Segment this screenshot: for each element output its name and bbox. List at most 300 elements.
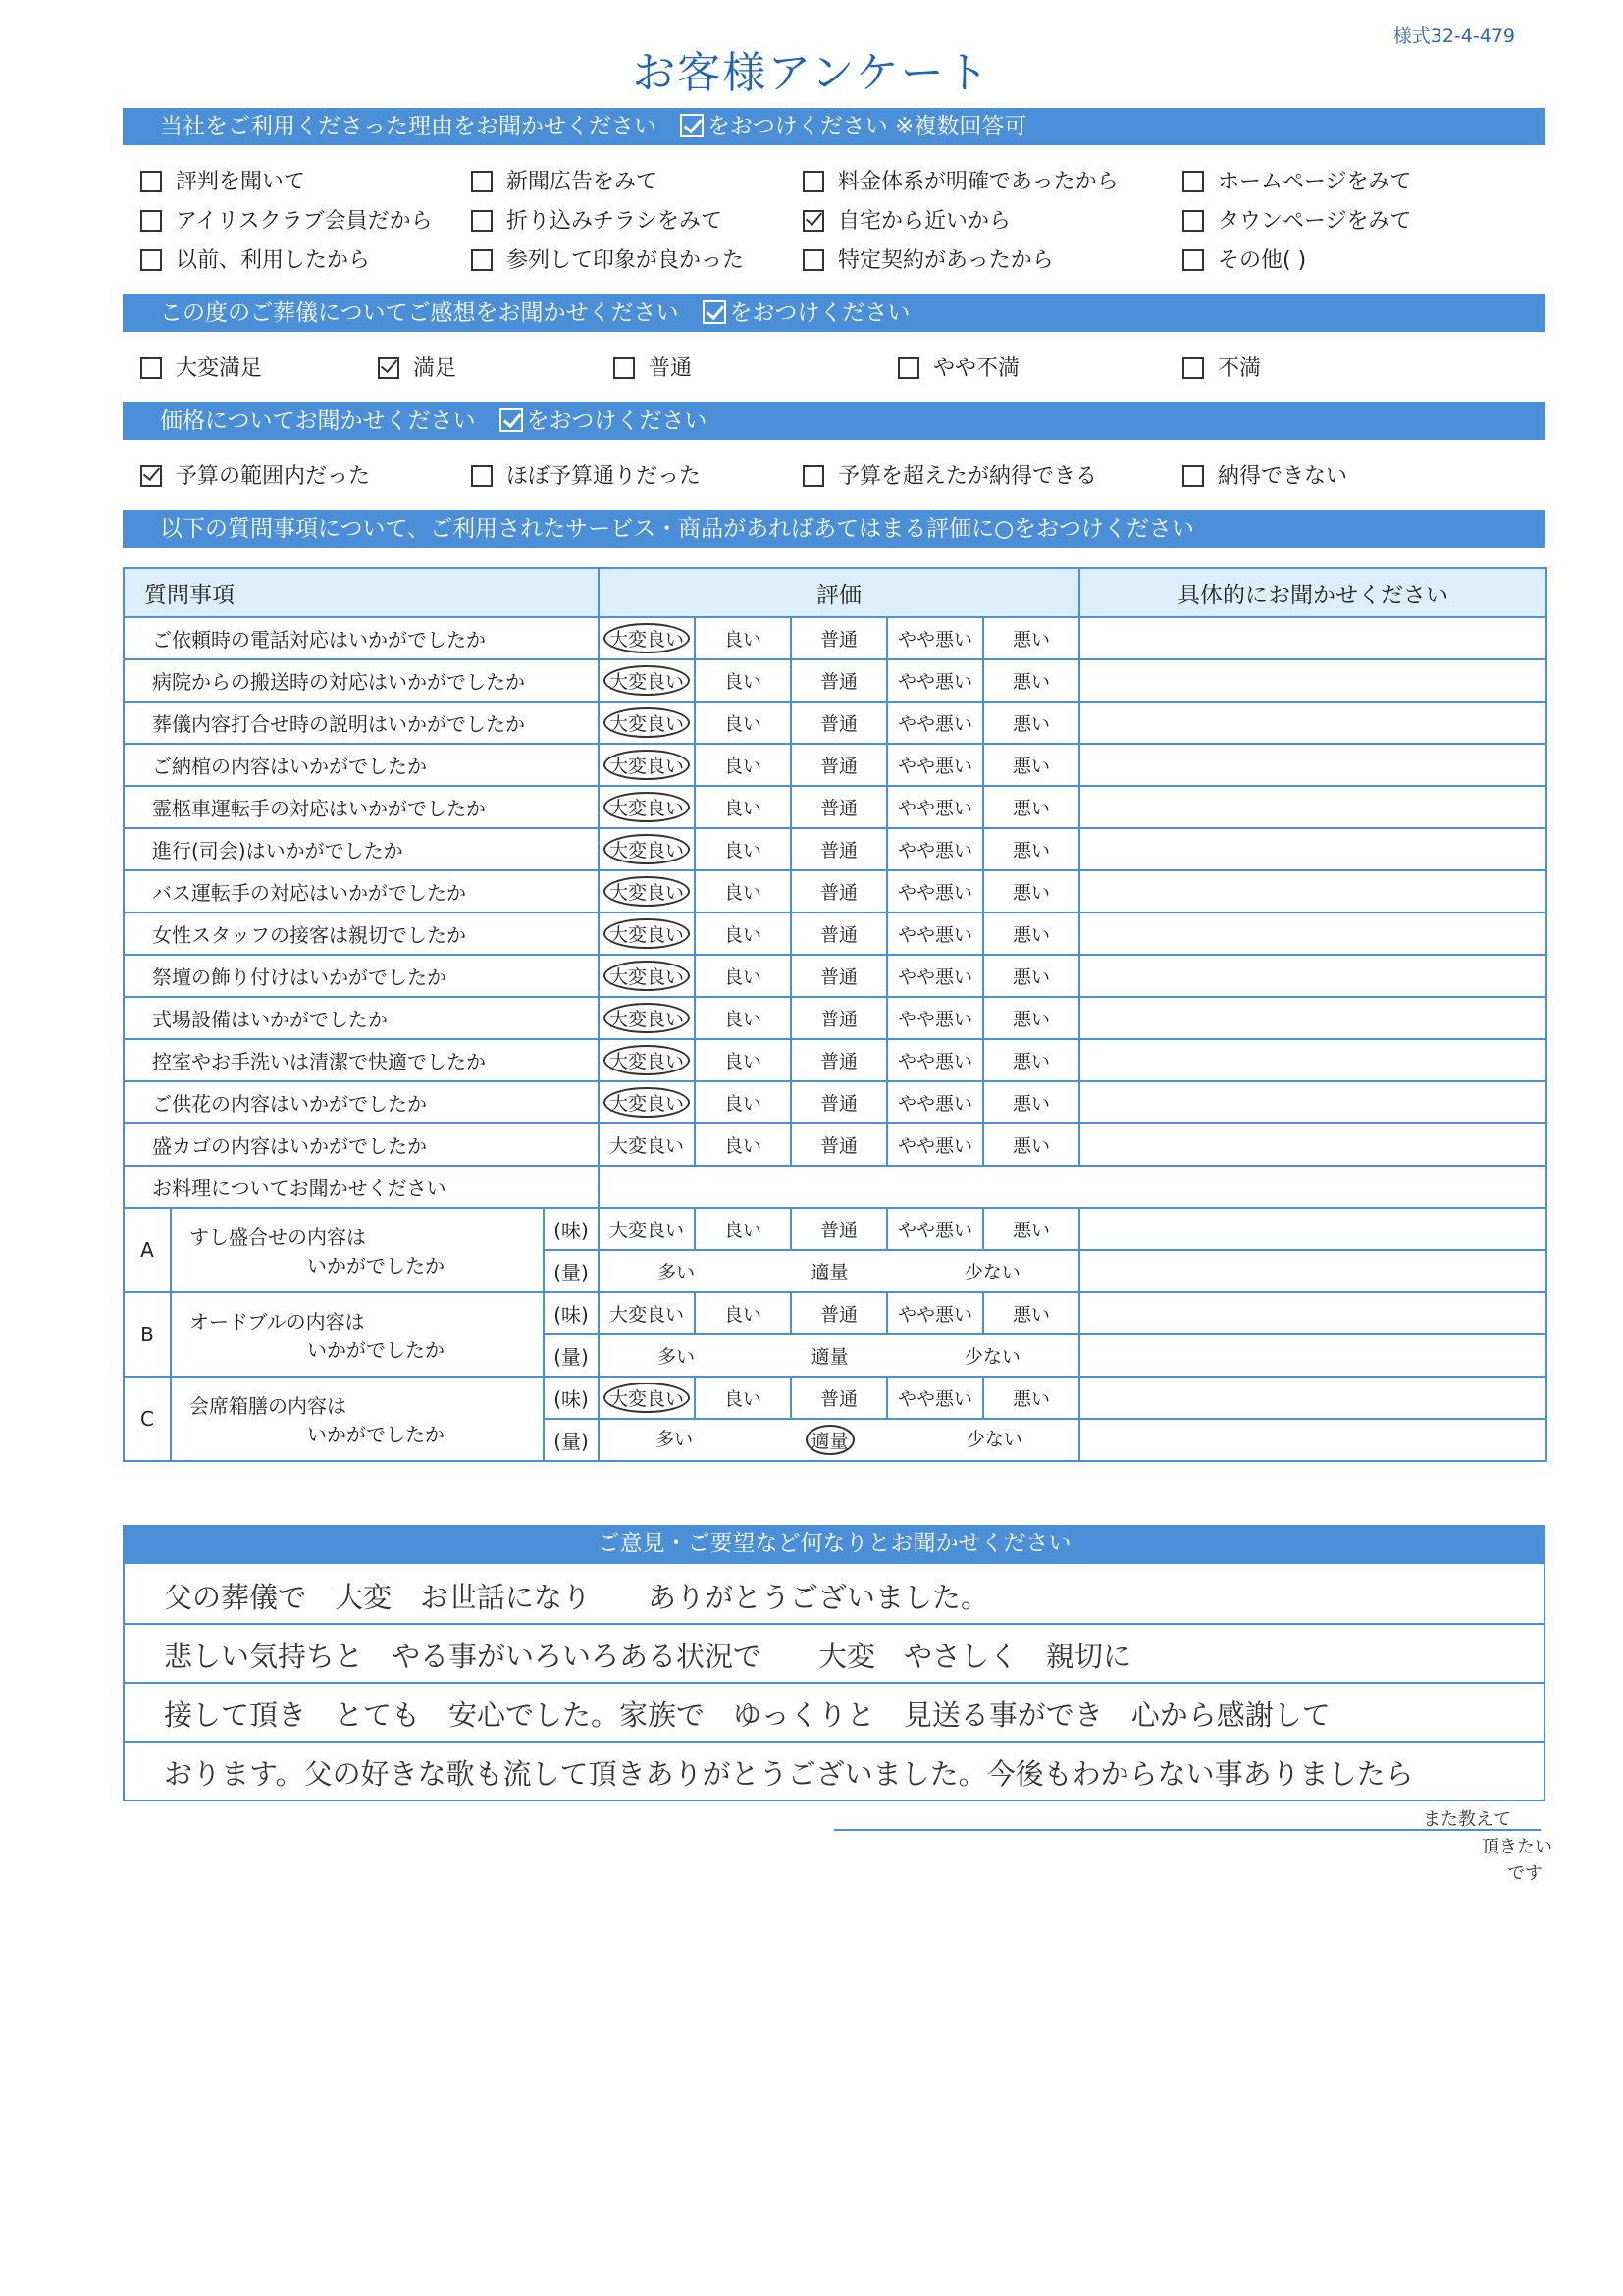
- detail-cell[interactable]: [1079, 1292, 1546, 1334]
- rating-label: 悪い: [1013, 966, 1051, 988]
- rating-option[interactable]: [791, 1208, 887, 1250]
- question-text: 進行(司会)はいかがでしたか: [124, 828, 599, 870]
- option-label: 予算を超えたが納得できる: [838, 464, 1098, 489]
- rating-option[interactable]: [599, 870, 695, 913]
- rating-option[interactable]: [887, 659, 983, 702]
- option-label: 折り込みチラシをみて: [506, 209, 723, 234]
- table-row: [124, 997, 1546, 1039]
- rating-label: 大変良い: [603, 665, 690, 696]
- rating-option[interactable]: [695, 1039, 791, 1081]
- amount-options: [599, 1250, 1079, 1292]
- rating-option[interactable]: [791, 913, 887, 955]
- rating-option[interactable]: [791, 786, 887, 828]
- amount-option[interactable]: 適量: [811, 1346, 849, 1368]
- detail-cell[interactable]: [1079, 955, 1546, 997]
- rating-option[interactable]: [887, 1292, 983, 1334]
- rating-option[interactable]: [599, 913, 695, 955]
- question-text: 式場設備はいかがでしたか: [124, 997, 599, 1039]
- checkbox[interactable]: [613, 357, 635, 379]
- rating-option[interactable]: [983, 617, 1079, 659]
- rating-label: やや悪い: [897, 840, 972, 861]
- amount-option[interactable]: 少ない: [964, 1262, 1021, 1283]
- checkbox[interactable]: [140, 249, 162, 271]
- col-question-header: 質問事項: [124, 568, 599, 617]
- question-text: 葬儀内容打合せ時の説明はいかがでしたか: [124, 702, 599, 744]
- reason-option: [803, 243, 1054, 274]
- rating-label: 大変良い: [603, 792, 690, 822]
- question-text: 盛カゴの内容はいかがでしたか: [124, 1123, 599, 1166]
- detail-cell[interactable]: [1079, 1039, 1546, 1081]
- rating-option[interactable]: [983, 870, 1079, 913]
- food-letter: A: [124, 1208, 171, 1292]
- rating-label: 良い: [723, 840, 761, 861]
- rating-option[interactable]: [887, 1377, 983, 1419]
- comment-overflow-text: また教えて: [1423, 1809, 1511, 1830]
- reason-option: [471, 165, 657, 195]
- table-row: [124, 1081, 1546, 1123]
- rating-option[interactable]: [887, 913, 983, 955]
- checkbox[interactable]: [1182, 249, 1204, 271]
- rating-option[interactable]: [983, 1292, 1079, 1334]
- reason-option: [140, 243, 370, 274]
- reason-option: [140, 165, 305, 195]
- food-letter: C: [124, 1377, 171, 1461]
- rating-option[interactable]: [791, 659, 887, 702]
- rating-option[interactable]: [599, 997, 695, 1039]
- rating-label: 普通: [819, 1388, 858, 1410]
- rating-label: やや悪い: [897, 629, 972, 651]
- rating-label: 悪い: [1013, 1304, 1051, 1326]
- rating-option[interactable]: [983, 997, 1079, 1039]
- amount-option[interactable]: 少ない: [966, 1429, 1022, 1450]
- rating-option[interactable]: [695, 955, 791, 997]
- section3-instruction: をおつけください: [526, 408, 707, 434]
- rating-option[interactable]: [887, 870, 983, 913]
- option-label: ほぼ予算通りだった: [506, 464, 702, 489]
- food-question-line2: いかがでしたか: [307, 1338, 445, 1362]
- rating-label: 悪い: [1013, 1009, 1051, 1030]
- section1-header: [123, 108, 1545, 145]
- rating-option[interactable]: [695, 702, 791, 744]
- rating-option[interactable]: [695, 913, 791, 955]
- detail-cell[interactable]: [1079, 997, 1546, 1039]
- food-question-line2: いかがでしたか: [307, 1254, 445, 1278]
- detail-cell[interactable]: [1079, 1250, 1546, 1292]
- checkbox[interactable]: [803, 210, 824, 232]
- detail-cell[interactable]: [1079, 1081, 1546, 1123]
- checkbox[interactable]: [471, 249, 493, 271]
- rating-label: やや悪い: [897, 713, 972, 735]
- rating-label: 悪い: [1013, 840, 1051, 861]
- rating-label: 大変良い: [603, 961, 690, 991]
- rating-label: 良い: [723, 1220, 761, 1241]
- option-label: 納得できない: [1218, 464, 1348, 489]
- rating-label: やや悪い: [897, 671, 972, 693]
- rating-label: 良い: [723, 924, 761, 946]
- rating-label: やや悪い: [897, 798, 972, 819]
- food-question-line1: すし盛合せの内容は: [189, 1226, 366, 1249]
- check-icon: [499, 408, 523, 432]
- rating-table: [123, 567, 1547, 1462]
- option-label: 自宅から近いから: [838, 209, 1012, 234]
- rating-option[interactable]: [599, 786, 695, 828]
- rating-option[interactable]: [695, 786, 791, 828]
- rating-label: やや悪い: [897, 966, 972, 988]
- rating-label: 良い: [723, 1304, 761, 1326]
- detail-cell[interactable]: [1079, 1123, 1546, 1166]
- rating-option[interactable]: [791, 1123, 887, 1166]
- rating-label: 大変良い: [608, 1135, 684, 1157]
- food-question: [171, 1208, 544, 1292]
- comment-line: 父の葬儀で 大変 お世話になり ありがとうございました。: [164, 1581, 990, 1614]
- comment-rule: [125, 1623, 1544, 1625]
- rating-option[interactable]: [791, 1292, 887, 1334]
- satisfaction-option: [140, 351, 262, 382]
- rating-option[interactable]: [599, 1039, 695, 1081]
- rating-label: 普通: [819, 1093, 858, 1115]
- rating-label: 普通: [819, 1220, 858, 1241]
- rating-label: 大変良い: [603, 623, 690, 653]
- table-row: [124, 744, 1546, 786]
- rating-label: 普通: [819, 798, 858, 819]
- question-text: ご納棺の内容はいかがでしたか: [124, 744, 599, 786]
- rating-label: 良い: [723, 713, 761, 735]
- rating-option[interactable]: [599, 702, 695, 744]
- option-label: 料金体系が明確であったから: [838, 170, 1119, 194]
- section1-header-text: 当社をご利用くださった理由をお聞かせください: [160, 114, 656, 139]
- rating-label: やや悪い: [897, 1009, 972, 1030]
- detail-cell[interactable]: [1079, 702, 1546, 744]
- rating-label: 良い: [723, 1388, 761, 1410]
- rating-option[interactable]: [599, 1081, 695, 1123]
- rating-option[interactable]: [599, 744, 695, 786]
- question-text: ご供花の内容はいかがでしたか: [124, 1081, 599, 1123]
- rating-option[interactable]: [791, 955, 887, 997]
- rating-option[interactable]: [599, 1123, 695, 1166]
- option-label: 特定契約があったから: [838, 248, 1054, 273]
- rating-option[interactable]: [983, 1039, 1079, 1081]
- table-row: [124, 786, 1546, 828]
- rating-label: やや悪い: [897, 1135, 972, 1157]
- table-row: [124, 955, 1546, 997]
- detail-cell[interactable]: [1079, 1419, 1546, 1461]
- rating-option[interactable]: [887, 955, 983, 997]
- rating-option[interactable]: [791, 1377, 887, 1419]
- rating-option[interactable]: [887, 1081, 983, 1123]
- rating-option[interactable]: [983, 1123, 1079, 1166]
- reason-option: [471, 243, 744, 274]
- rating-option[interactable]: [695, 617, 791, 659]
- rating-label: 良い: [723, 629, 761, 651]
- rating-option[interactable]: [887, 1208, 983, 1250]
- rating-option[interactable]: [791, 1081, 887, 1123]
- detail-cell[interactable]: [1079, 617, 1546, 659]
- rating-label: 悪い: [1013, 1135, 1051, 1157]
- rating-option[interactable]: [599, 828, 695, 870]
- rating-option[interactable]: [983, 955, 1079, 997]
- rating-option[interactable]: [983, 913, 1079, 955]
- option-label: 満足: [413, 356, 457, 381]
- amount-option[interactable]: 多い: [655, 1429, 694, 1450]
- rating-label: 普通: [819, 882, 858, 904]
- option-label: 参列して印象が良かった: [506, 248, 745, 273]
- table-row: [124, 1039, 1546, 1081]
- rating-option[interactable]: [791, 870, 887, 913]
- comment-rule: [125, 1741, 1544, 1743]
- rating-label: 良い: [723, 1093, 761, 1115]
- comment-rule: [125, 1682, 1544, 1684]
- food-question-line2: いかがでしたか: [307, 1423, 445, 1446]
- rating-option[interactable]: [695, 828, 791, 870]
- price-option: [140, 459, 370, 490]
- rating-label: 大変良い: [603, 1383, 690, 1413]
- rating-label: 悪い: [1013, 1388, 1051, 1410]
- rating-option[interactable]: [695, 1123, 791, 1166]
- option-label: 評判を聞いて: [176, 170, 306, 194]
- rating-option[interactable]: [599, 1292, 695, 1334]
- price-option: [1182, 459, 1347, 490]
- option-label: やや不満: [933, 356, 1021, 381]
- rating-label: 大変良い: [603, 707, 690, 738]
- rating-label: 良い: [723, 1051, 761, 1072]
- rating-label: 大変良い: [603, 834, 690, 864]
- rating-label: 普通: [819, 713, 858, 735]
- rating-label: 悪い: [1013, 713, 1051, 735]
- table-row: [124, 1208, 1546, 1250]
- rating-label: 大変良い: [608, 1220, 684, 1241]
- detail-cell[interactable]: [1079, 786, 1546, 828]
- rating-option[interactable]: [599, 1377, 695, 1419]
- rating-option[interactable]: [983, 1208, 1079, 1250]
- table-row: [124, 828, 1546, 870]
- amount-option[interactable]: 多い: [657, 1262, 696, 1283]
- checkbox[interactable]: [140, 357, 162, 379]
- detail-cell[interactable]: [1079, 659, 1546, 702]
- detail-cell[interactable]: [1079, 1377, 1546, 1419]
- table-row: [124, 659, 1546, 702]
- rating-option[interactable]: [599, 617, 695, 659]
- question-text: 霊柩車運転手の対応はいかがでしたか: [124, 786, 599, 828]
- option-label: ホームページをみて: [1218, 170, 1412, 194]
- rating-option[interactable]: [599, 1208, 695, 1250]
- comment-overflow-text: 頂きたい: [1482, 1837, 1552, 1857]
- amount-option[interactable]: 適量: [806, 1425, 855, 1455]
- rating-option[interactable]: [695, 659, 791, 702]
- option-label: 普通: [649, 356, 693, 381]
- satisfaction-option: [613, 351, 692, 382]
- comments-header: ご意見・ご要望など何なりとお聞かせください: [123, 1525, 1545, 1562]
- rating-option[interactable]: [599, 659, 695, 702]
- rating-option[interactable]: [887, 617, 983, 659]
- rating-label: 普通: [819, 1009, 858, 1030]
- checkbox[interactable]: [140, 171, 162, 192]
- rating-option[interactable]: [887, 1039, 983, 1081]
- col-rating-header: 評価: [599, 568, 1079, 617]
- checkbox[interactable]: [1182, 210, 1204, 232]
- question-text: 女性スタッフの接客は親切でしたか: [124, 913, 599, 955]
- checkbox[interactable]: [898, 357, 919, 379]
- rating-option[interactable]: [791, 617, 887, 659]
- rating-label: 良い: [723, 798, 761, 819]
- rating-option[interactable]: [695, 1377, 791, 1419]
- rating-option[interactable]: [695, 744, 791, 786]
- table-row: [124, 617, 1546, 659]
- option-label: 予算の範囲内だった: [176, 464, 371, 489]
- rating-label: やや悪い: [897, 756, 972, 777]
- question-text: 控室やお手洗いは清潔で快適でしたか: [124, 1039, 599, 1081]
- rating-label: 普通: [819, 756, 858, 777]
- checkbox[interactable]: [140, 210, 162, 232]
- rating-label: やや悪い: [897, 1304, 972, 1326]
- rating-option[interactable]: [983, 1081, 1079, 1123]
- detail-cell[interactable]: [1079, 913, 1546, 955]
- checkbox[interactable]: [140, 465, 162, 487]
- rating-option[interactable]: [695, 1208, 791, 1250]
- question-text: バス運転手の対応はいかがでしたか: [124, 870, 599, 913]
- detail-cell[interactable]: [1079, 1334, 1546, 1377]
- section2-instruction: をおつけください: [729, 300, 911, 326]
- checkbox[interactable]: [803, 465, 824, 487]
- rating-option[interactable]: [887, 997, 983, 1039]
- price-option: [471, 459, 701, 490]
- food-header: お料理についてお聞かせください: [124, 1166, 599, 1208]
- table-row: [124, 1123, 1546, 1166]
- rating-label: 悪い: [1013, 629, 1051, 651]
- reason-option: [803, 165, 1119, 195]
- checkbox[interactable]: [1182, 357, 1204, 379]
- taste-label: (味): [544, 1292, 599, 1334]
- rating-option[interactable]: [695, 997, 791, 1039]
- detail-cell[interactable]: [1079, 1208, 1546, 1250]
- rating-option[interactable]: [791, 744, 887, 786]
- rating-label: 悪い: [1013, 1093, 1051, 1115]
- rating-label: 普通: [819, 629, 858, 651]
- checkbox[interactable]: [1182, 171, 1204, 192]
- detail-cell[interactable]: [1079, 828, 1546, 870]
- checkbox[interactable]: [471, 465, 493, 487]
- rating-label: 悪い: [1013, 798, 1051, 819]
- section3-header: [123, 402, 1545, 440]
- rating-option[interactable]: [791, 702, 887, 744]
- table-row: [124, 913, 1546, 955]
- rating-option[interactable]: [983, 659, 1079, 702]
- rating-label: 普通: [819, 1051, 858, 1072]
- rating-option[interactable]: [791, 997, 887, 1039]
- food-question: [171, 1292, 544, 1377]
- checkbox[interactable]: [1182, 465, 1204, 487]
- reason-option: [803, 204, 1011, 235]
- rating-option[interactable]: [983, 744, 1079, 786]
- question-text: 祭壇の飾り付けはいかがでしたか: [124, 955, 599, 997]
- food-question: [171, 1377, 544, 1461]
- rating-label: 普通: [819, 840, 858, 861]
- option-label: その他( ): [1218, 248, 1307, 273]
- rating-label: 普通: [819, 1135, 858, 1157]
- checkbox[interactable]: [803, 171, 824, 192]
- rating-option[interactable]: [791, 828, 887, 870]
- reason-option: [1182, 243, 1306, 274]
- rating-option[interactable]: [887, 828, 983, 870]
- rating-option[interactable]: [887, 702, 983, 744]
- option-label: 不満: [1218, 356, 1262, 381]
- amount-label: (量): [544, 1419, 599, 1461]
- rating-label: 大変良い: [603, 1087, 690, 1118]
- table-row: [124, 1166, 1546, 1208]
- reason-option: [471, 204, 722, 235]
- detail-cell[interactable]: [1079, 870, 1546, 913]
- section2-header-text: この度のご葬儀についてご感想をお聞かせください: [160, 300, 679, 326]
- rating-option[interactable]: [791, 1039, 887, 1081]
- question-text: 病院からの搬送時の対応はいかがでしたか: [124, 659, 599, 702]
- rating-option[interactable]: [983, 702, 1079, 744]
- rating-option[interactable]: [983, 786, 1079, 828]
- rating-option[interactable]: [695, 1081, 791, 1123]
- rating-label: 良い: [723, 671, 761, 693]
- comment-overflow-text: です: [1507, 1863, 1543, 1884]
- amount-options: [599, 1334, 1079, 1377]
- table-row: [124, 1377, 1546, 1419]
- option-label: 以前、利用したから: [176, 248, 371, 273]
- section4-header-text: 以下の質問事項について、ご利用されたサービス・商品があればあてはまる評価に○をおつけください: [160, 516, 1194, 542]
- rating-option[interactable]: [887, 744, 983, 786]
- amount-label: (量): [544, 1334, 599, 1377]
- detail-cell[interactable]: [1079, 744, 1546, 786]
- section2-header: [123, 294, 1545, 332]
- option-label: 新聞広告をみて: [506, 170, 658, 194]
- rating-label: 大変良い: [603, 876, 690, 907]
- option-label: 大変満足: [176, 356, 263, 381]
- rating-option[interactable]: [695, 1292, 791, 1334]
- satisfaction-option: [378, 351, 456, 382]
- rating-label: 大変良い: [603, 1003, 690, 1033]
- section1-instruction: をおつけください ※複数回答可: [707, 114, 1027, 139]
- checkbox[interactable]: [378, 357, 399, 379]
- reason-option: [1182, 165, 1412, 195]
- checkbox[interactable]: [803, 249, 824, 271]
- amount-option[interactable]: 多い: [657, 1346, 696, 1368]
- food-letter: B: [124, 1292, 171, 1377]
- price-option: [803, 459, 1097, 490]
- amount-option[interactable]: 適量: [811, 1262, 849, 1283]
- rating-label: 悪い: [1013, 1051, 1051, 1072]
- rating-option[interactable]: [887, 786, 983, 828]
- table-row: [124, 1292, 1546, 1334]
- rating-label: 良い: [723, 1009, 761, 1030]
- rating-option[interactable]: [599, 955, 695, 997]
- col-detail-header: 具体的にお聞かせください: [1079, 568, 1546, 617]
- comment-line: 悲しい気持ちと やる事がいろいろある状況で 大変 やさしく 親切に: [164, 1640, 1132, 1673]
- check-icon: [680, 114, 704, 137]
- rating-label: 大変良い: [608, 1304, 684, 1326]
- check-icon: [703, 300, 726, 324]
- section4-header: [123, 510, 1545, 548]
- rating-label: 良い: [723, 882, 761, 904]
- rating-option[interactable]: [983, 828, 1079, 870]
- satisfaction-option: [898, 351, 1020, 382]
- rating-option[interactable]: [887, 1123, 983, 1166]
- comments-box: [123, 1562, 1545, 1801]
- rating-option[interactable]: [983, 1377, 1079, 1419]
- food-question-line1: オードブルの内容は: [189, 1310, 365, 1333]
- checkbox[interactable]: [471, 171, 493, 192]
- satisfaction-option: [1182, 351, 1261, 382]
- rating-label: 良い: [723, 966, 761, 988]
- checkbox[interactable]: [471, 210, 493, 232]
- table-row: [124, 702, 1546, 744]
- page-title: お客様アンケート: [632, 48, 991, 98]
- rating-option[interactable]: [695, 870, 791, 913]
- amount-option[interactable]: 少ない: [964, 1346, 1021, 1368]
